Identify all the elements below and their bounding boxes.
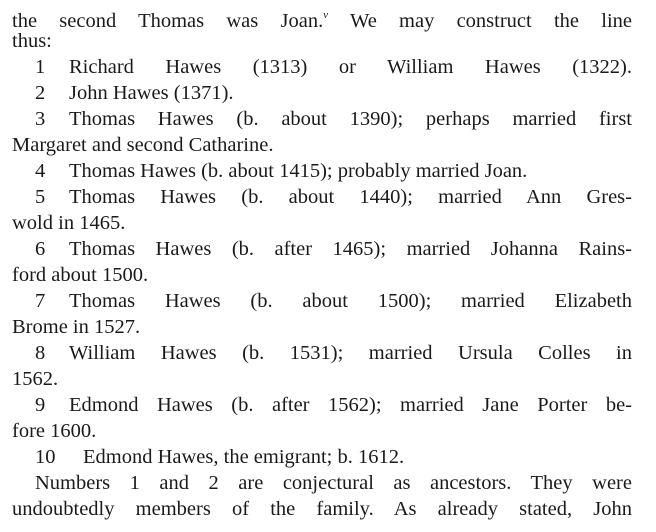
item-continuation: Margaret and second Catharine. [12,134,274,156]
item-continuation: fore 1600. [12,420,97,442]
list-item [35,106,632,132]
paragraph-line: Numbers 1 and 2 are conjectural as ancestors. They were [35,472,632,494]
item-number: 10 [35,446,56,468]
item-text: Edmond Hawes (b. after 1562); married Jane Porter be- [69,394,632,416]
list-item [35,444,632,470]
item-continuation: ford about 1500. [12,264,149,286]
text-fragment: We may construct the line [328,10,632,32]
item-number: 1 [35,56,46,78]
item-number: 4 [35,160,46,182]
text-line: thus: [12,30,52,52]
paragraph-line: undoubtedly members of the family. As already stated, John [12,498,632,520]
list-item [35,184,632,210]
item-number: 8 [35,342,46,364]
item-number: 3 [35,108,46,130]
item-text: William Hawes (b. 1531); married Ursula Colles in [69,342,632,364]
item-continuation: 1562. [12,368,59,390]
item-continuation: wold in 1465. [12,212,126,234]
list-item [35,80,632,106]
item-text: Thomas Hawes (b. about 1440); married Ann Gres- [69,186,632,208]
list-item [35,340,632,366]
item-number: 9 [35,394,46,416]
item-continuation: Brome in 1527. [12,316,141,338]
item-text: John Hawes (1371). [69,82,234,104]
list-item [35,54,632,80]
item-number: 6 [35,238,46,260]
item-text: Thomas Hawes (b. about 1500); married Elizabeth [69,290,632,312]
list-item [35,392,632,418]
list-item [35,236,632,262]
item-number: 2 [35,82,46,104]
footnote-marker: v [323,9,329,21]
list-item [35,288,632,314]
list-item [35,158,632,184]
item-text: Thomas Hawes (b. about 1415); probably married Joan. [69,160,528,182]
item-text: Richard Hawes (1313) or William Hawes (1322). [69,56,632,78]
item-text: Thomas Hawes (b. after 1465); married Johanna Rains- [69,238,632,260]
item-text: Thomas Hawes (b. about 1390); perhaps married first [69,108,632,130]
item-number: 7 [35,290,46,312]
item-number: 5 [35,186,46,208]
text-fragment: the second Thomas was Joan. [12,10,324,32]
item-text: Edmond Hawes, the emigrant; b. 1612. [83,446,405,468]
